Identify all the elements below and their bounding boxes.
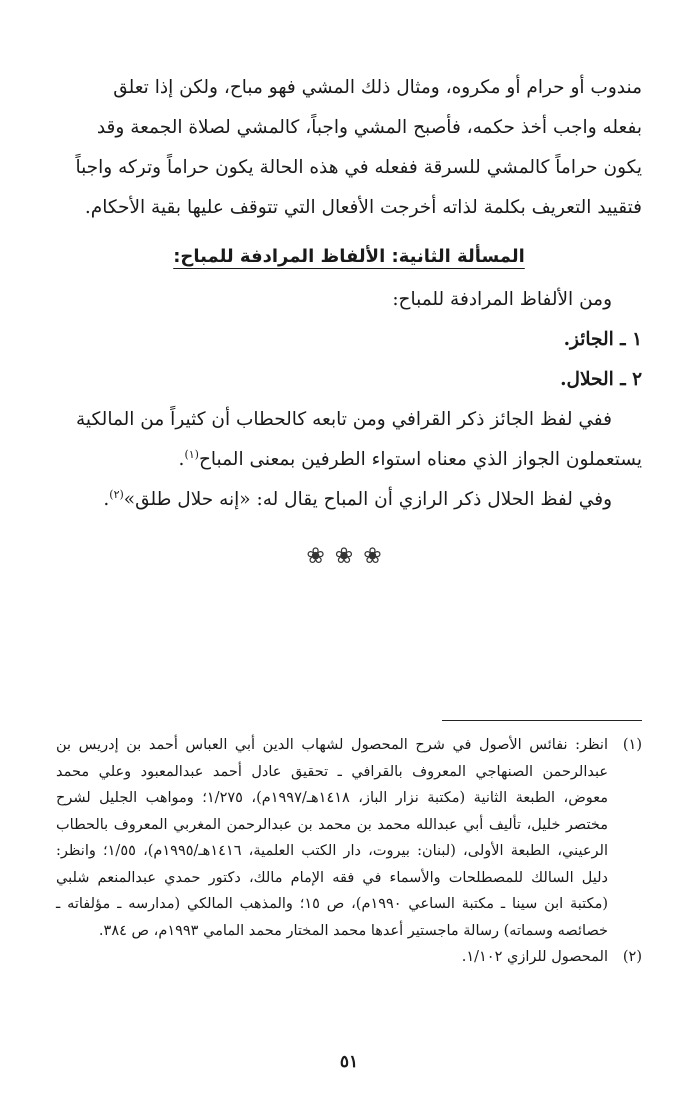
paragraph-2-end: . — [178, 449, 185, 470]
footnote-divider — [442, 720, 642, 721]
footnote-number: (٢) — [622, 949, 642, 965]
paragraph-1-line: فتقييد التعريف بكلمة لذاته أخرجت الأفعال التي تتوقف عليها بقية الأحكام. — [84, 197, 642, 218]
paragraph-3-end: . — [103, 489, 110, 510]
paragraph-1-line: بفعله واجب أخذ حكمه، فأصبح المشي واجباً، كالمشي لصلاة الجمعة وقد — [96, 117, 642, 138]
list-item: ١ ـ الجائز. — [563, 329, 642, 350]
section-heading: المسألة الثانية: الألفاظ المرادفة للمباح: — [173, 246, 525, 267]
footnote-text: المحصول للرازي ١/١٠٢. — [461, 949, 608, 965]
paragraph-2-text: يستعملون الجواز الذي معناه استواء الطرفين بمعنى المباح — [198, 449, 642, 470]
footnote-ref-2[interactable]: (٢) — [109, 487, 124, 501]
footnote-ref-1[interactable]: (١) — [184, 447, 199, 461]
flower-ornament-icon: ❀❀❀ — [306, 544, 392, 569]
paragraph-1-line: يكون حراماً كالمشي للسرقة ففعله في هذه الحالة يكون حراماً وتركه واجباً — [75, 157, 642, 178]
footnote-1 — [56, 732, 642, 944]
paragraph-2-line-1: ففي لفظ الجائز ذكر القرافي ومن تابعه كالحطاب أن كثيراً من المالكية — [75, 409, 612, 430]
page-number: ٥١ — [339, 1052, 359, 1072]
intro-line: ومن الألفاظ المرادفة للمباح: — [392, 289, 612, 310]
footnote-text: انظر: نفائس الأصول في شرح المحصول لشهاب الدين أبي العباس أحمد بن إدريس بن عبدالرحمن الصنهاجي المعروف بالقرافي ـ تحقيق عادل أحمد عبدالمعبود وعلي محمد معوض، الطبعة الثانية (مكتبة نزار الباز، ١٤١٨هـ/١٩٩٧م)، ١/٢٧٥؛ ومواهب الجليل لشرح مختصر خليل، تأليف أبي عبدالله محمد بن محمد بن عبدالرحمن المغربي المعروف بالحطاب الرعيني، الطبعة الأولى، (لبنان: بيروت، دار الكتب العلمية، ١٤١٦هـ/١٩٩٥م)، ١/٥٥؛ وانظر: دليل السالك للمصطلحات والأسماء في فقه الإمام مالك، دكتور حمدي عبدالمنعم شلبي (مكتبة ابن سينا ـ مكتبة الساعي ١٩٩٠م)، ص ١٥؛ والمذهب المالكي (مدارسه ـ مؤلفاته ـ خصائصه وسماته) رسالة ماجستير أعدها محمد المختار محمد المامي ١٩٩٣م، ص ٣٨٤. — [56, 737, 608, 939]
footnote-number: (١) — [622, 737, 642, 753]
footnote-2 — [56, 944, 642, 971]
paragraph-3 — [56, 480, 642, 520]
paragraph-1 — [56, 68, 642, 228]
paragraph-1-line: مندوب أو حرام أو مكروه، ومثال ذلك المشي فهو مباح، ولكن إذا تعلق — [113, 77, 642, 98]
paragraph-2-line-2 — [56, 440, 642, 480]
footnotes — [56, 732, 642, 971]
paragraph-3-text: وفي لفظ الحلال ذكر الرازي أن المباح يقال له: «إنه حلال طلق» — [123, 489, 612, 510]
list-item: ٢ ـ الحلال. — [560, 369, 642, 390]
